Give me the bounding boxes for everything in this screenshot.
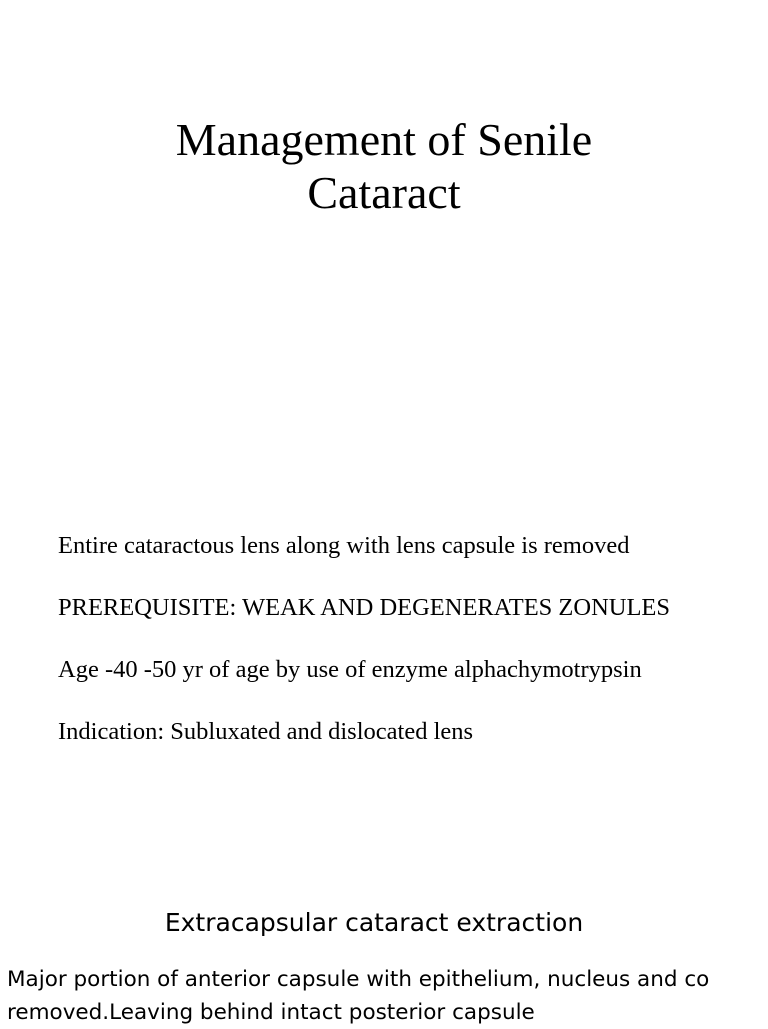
slide-title-line-2: Cataract	[307, 167, 461, 218]
section-body-line-1: Major portion of anterior capsule with epithelium, nucleus and co	[7, 967, 710, 992]
bullet-item: Indication: Subluxated and dislocated lens	[58, 718, 474, 745]
section-body-line-2: removed.Leaving behind intact posterior capsule	[7, 1000, 535, 1025]
slide-title	[0, 113, 768, 219]
slide-title-line-1: Management of Senile	[175, 114, 593, 165]
bullet-item: Age -40 -50 yr of age by use of enzyme alphachymotrypsin	[58, 656, 642, 683]
bullet-list	[58, 530, 758, 778]
section-body	[7, 963, 768, 1029]
section-heading: Extracapsular cataract extraction	[164, 908, 584, 937]
bullet-item: PREREQUISITE: WEAK AND DEGENERATES ZONULES	[58, 594, 671, 621]
bullet-item: Entire cataractous lens along with lens capsule is removed	[58, 532, 630, 559]
